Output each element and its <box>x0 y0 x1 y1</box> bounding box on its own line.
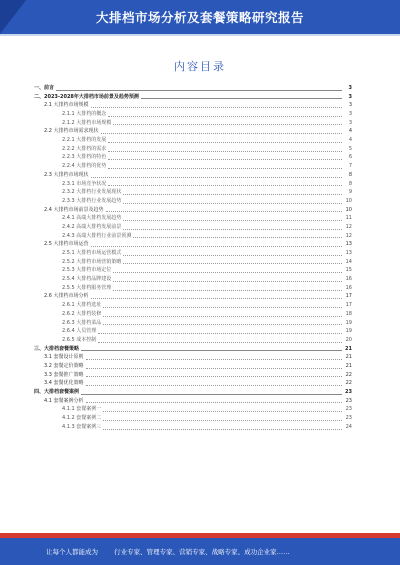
toc-entry-page: 20 <box>345 336 352 343</box>
toc-leader <box>123 263 342 264</box>
toc-entry-page: 17 <box>345 293 352 300</box>
toc-leader <box>91 246 342 247</box>
toc-leader <box>98 333 342 334</box>
toc-entry-label: 2.5.3 大排档市场定位 <box>62 267 112 274</box>
toc-entry[interactable] <box>34 101 352 110</box>
toc-entry[interactable] <box>34 145 352 154</box>
toc-leader <box>113 281 342 282</box>
toc-leader <box>86 359 342 360</box>
toc-leader <box>103 420 342 421</box>
toc-leader <box>81 394 342 395</box>
toc-leader <box>108 168 342 169</box>
toc-entry-page: 13 <box>345 250 352 257</box>
toc-entry-page: 22 <box>345 371 352 378</box>
toc-entry-page: 13 <box>345 241 352 248</box>
toc-entry-label: 2.5.2 大排档市场营销策略 <box>62 258 122 265</box>
toc-entry-label: 2.6.2 大排档装修 <box>62 310 102 317</box>
toc-entry[interactable] <box>34 154 352 163</box>
toc-leader <box>103 324 342 325</box>
toc-entry-page: 7 <box>348 163 352 170</box>
toc-leader <box>123 229 342 230</box>
toc-leader <box>133 237 342 238</box>
toc-entry-label: 2.6.4 人员管理 <box>62 328 97 335</box>
toc-leader <box>86 402 342 403</box>
toc-entry-label: 2.2.2 大排档的需求 <box>62 145 107 152</box>
toc-entry[interactable] <box>34 119 352 128</box>
toc-entry-page: 12 <box>345 223 352 230</box>
toc-entry-label: 4.1.1 套餐案例一 <box>62 406 102 413</box>
toc-entry-label: 2.2.3 大排档的特色 <box>62 154 107 161</box>
toc-entry[interactable] <box>34 258 352 267</box>
toc-entry-label: 4.1.3 套餐案例三 <box>62 423 102 430</box>
toc-entry-page: 22 <box>345 380 352 387</box>
toc-entry-page: 4 <box>348 128 352 135</box>
toc-entry[interactable] <box>34 327 352 336</box>
toc-entry-label: 2.6.3 大排档菜品 <box>62 319 102 326</box>
report-header <box>0 0 400 34</box>
toc-entry-page: 9 <box>348 189 352 196</box>
toc-entry-page: 4 <box>348 137 352 144</box>
toc-entry-page: 3 <box>348 111 352 118</box>
toc-entry-page: 17 <box>345 302 352 309</box>
toc-entry-label: 2.4.1 高端大排档发展趋势 <box>62 215 122 222</box>
toc-entry-page: 16 <box>345 284 352 291</box>
toc-leader <box>81 350 342 351</box>
toc-leader <box>86 368 342 369</box>
toc-entry-page: 3 <box>348 93 352 100</box>
toc-entry[interactable] <box>34 379 352 388</box>
toc-leader <box>56 90 342 91</box>
toc-entry[interactable] <box>34 362 352 371</box>
toc-entry-label: 2.2.4 大排档的优势 <box>62 163 107 170</box>
toc-entry[interactable] <box>34 275 352 284</box>
toc-entry[interactable] <box>34 319 352 328</box>
report-title: 大排档市场分析及套餐策略研究报告 <box>95 10 304 25</box>
toc-leader <box>123 220 342 221</box>
toc-entry[interactable] <box>34 197 352 206</box>
toc-entry-label: 2.6 大排档市场分析 <box>44 293 89 300</box>
toc-entry-page: 3 <box>348 119 352 126</box>
toc-entry[interactable] <box>34 136 352 145</box>
toc-entry-page: 5 <box>348 145 352 152</box>
toc-entry-page: 23 <box>345 415 352 422</box>
toc-leader <box>103 307 342 308</box>
toc-entry-page: 12 <box>345 232 352 239</box>
toc-entry-page: 10 <box>345 206 352 213</box>
toc-entry-label: 3.3 套餐推广策略 <box>44 371 84 378</box>
toc-leader <box>113 290 342 291</box>
toc-entry-page: 14 <box>345 258 352 265</box>
toc-entry-label: 2.5.5 大排档服务管理 <box>62 284 112 291</box>
toc-entry-label: 2.2.1 大排档的发展 <box>62 137 107 144</box>
toc-entry-page: 23 <box>345 389 352 396</box>
toc-leader <box>101 133 342 134</box>
toc-entry-label: 2.5 大排档市场运营 <box>44 241 89 248</box>
toc-leader <box>103 316 342 317</box>
toc-leader <box>123 255 342 256</box>
toc-entry[interactable] <box>34 162 352 171</box>
toc-leader <box>141 98 342 99</box>
toc-leader <box>98 342 342 343</box>
toc-entry-page: 21 <box>345 354 352 361</box>
toc-entry[interactable] <box>34 223 352 232</box>
toc-leader <box>103 429 342 430</box>
toc-leader <box>91 177 342 178</box>
toc-entry[interactable] <box>34 127 352 136</box>
toc-entry-page: 23 <box>345 397 352 404</box>
toc-entry[interactable] <box>34 301 352 310</box>
toc-entry-page: 3 <box>348 102 352 109</box>
page-footer <box>0 533 400 565</box>
toc-entry-page: 15 <box>345 267 352 274</box>
toc-entry[interactable] <box>34 414 352 423</box>
toc-entry-label: 2.4 大排档市场前景及趋势 <box>44 206 104 213</box>
toc-leader <box>108 185 342 186</box>
toc-entry-page: 8 <box>348 180 352 187</box>
toc-entry-label: 一、前言 <box>34 84 55 91</box>
toc-entry[interactable] <box>34 371 352 380</box>
toc-entry-label: 2.1.2 大排档市场规模 <box>62 119 112 126</box>
toc-entry-label: 四、大排档套餐案例 <box>34 389 80 396</box>
toc-entry[interactable] <box>34 293 352 302</box>
toc-entry-label: 2.1 大排档市场规模 <box>44 102 89 109</box>
toc-entry[interactable] <box>34 336 352 345</box>
toc-leader <box>91 107 342 108</box>
toc-entry-page: 19 <box>345 328 352 335</box>
header-rule <box>0 34 400 36</box>
toc-leader <box>123 203 342 204</box>
toc-leader <box>103 411 342 412</box>
toc-entry-label: 2.2 大排档市场需求现状 <box>44 128 99 135</box>
toc-entry[interactable] <box>34 284 352 293</box>
toc-entry-label: 2.6.1 大排档选址 <box>62 302 102 309</box>
toc-leader <box>106 211 342 212</box>
toc-leader <box>108 142 342 143</box>
toc-entry-label: 3.4 套餐优化策略 <box>44 380 84 387</box>
toc-entry[interactable] <box>34 310 352 319</box>
toc-entry-label: 2.3.3 大排档行业发展趋势 <box>62 197 122 204</box>
toc-entry-page: 10 <box>345 197 352 204</box>
footer-roles: 行业专家、管理专家、营销专家、战略专家、成功企业家…… <box>114 548 290 556</box>
toc-entry[interactable] <box>34 206 352 215</box>
toc-entry[interactable] <box>34 345 352 354</box>
toc-entry[interactable] <box>34 188 352 197</box>
toc-entry[interactable] <box>34 397 352 406</box>
toc-entry-label: 2.6.5 成本控制 <box>62 336 97 343</box>
toc-entry-label: 2.4.2 高端大排档发展前景 <box>62 223 122 230</box>
toc-entry-page: 8 <box>348 171 352 178</box>
toc-leader <box>108 159 342 160</box>
toc-entry-label: 2.1.1 大排档的概念 <box>62 111 107 118</box>
toc-entry[interactable] <box>34 240 352 249</box>
toc-entry-page: 16 <box>345 276 352 283</box>
toc-entry-page: 3 <box>348 84 352 91</box>
table-of-contents <box>34 84 352 432</box>
toc-leader <box>108 116 342 117</box>
toc-entry-label: 2.5.4 大排档品牌建设 <box>62 276 112 283</box>
toc-entry-page: 21 <box>345 362 352 369</box>
toc-leader <box>123 194 342 195</box>
toc-entry[interactable] <box>34 180 352 189</box>
toc-entry[interactable] <box>34 388 352 397</box>
toc-entry[interactable] <box>34 405 352 414</box>
toc-entry-label: 2.3.2 大排档行业发展现状 <box>62 189 122 196</box>
footer-lead: 让每个人都能成为 <box>46 548 98 556</box>
toc-entry-page: 21 <box>345 345 352 352</box>
toc-entry-page: 6 <box>348 154 352 161</box>
toc-entry-page: 24 <box>345 423 352 430</box>
toc-entry-page: 23 <box>345 406 352 413</box>
toc-leader <box>113 272 342 273</box>
toc-entry-page: 18 <box>345 310 352 317</box>
toc-entry-label: 4.1 套餐案例分析 <box>44 397 84 404</box>
toc-leader <box>86 376 342 377</box>
footer-slogan <box>46 547 390 556</box>
toc-entry-page: 19 <box>345 319 352 326</box>
toc-entry[interactable] <box>34 214 352 223</box>
toc-entry-page: 11 <box>345 215 352 222</box>
toc-entry-label: 4.1.2 套餐案例二 <box>62 415 102 422</box>
toc-entry[interactable] <box>34 266 352 275</box>
toc-entry-label: 三、大排档套餐策略 <box>34 345 80 352</box>
toc-entry[interactable] <box>34 84 352 93</box>
toc-entry-label: 2.5.1 大排档市场运营模式 <box>62 250 122 257</box>
toc-entry-label: 3.1 套餐设计原则 <box>44 354 84 361</box>
toc-entry[interactable] <box>34 171 352 180</box>
toc-entry-label: 2.3.1 市场竞争状况 <box>62 180 107 187</box>
toc-leader <box>113 124 342 125</box>
toc-entry[interactable] <box>34 93 352 102</box>
toc-entry-label: 二、2023-2028年大排档市场前景及趋势预测 <box>34 93 139 100</box>
toc-entry[interactable] <box>34 232 352 241</box>
toc-entry[interactable] <box>34 110 352 119</box>
toc-entry[interactable] <box>34 353 352 362</box>
toc-leader <box>91 298 342 299</box>
toc-entry-label: 3.2 套餐定价策略 <box>44 362 84 369</box>
toc-entry-label: 2.3 大排档市场现状 <box>44 171 89 178</box>
footer-band <box>0 533 400 538</box>
toc-title: 内容目录 <box>174 60 226 73</box>
toc-entry[interactable] <box>34 249 352 258</box>
toc-entry-label: 2.4.3 高端大排档行业前景预测 <box>62 232 132 239</box>
toc-entry[interactable] <box>34 423 352 432</box>
toc-leader <box>108 151 342 152</box>
toc-leader <box>86 385 342 386</box>
